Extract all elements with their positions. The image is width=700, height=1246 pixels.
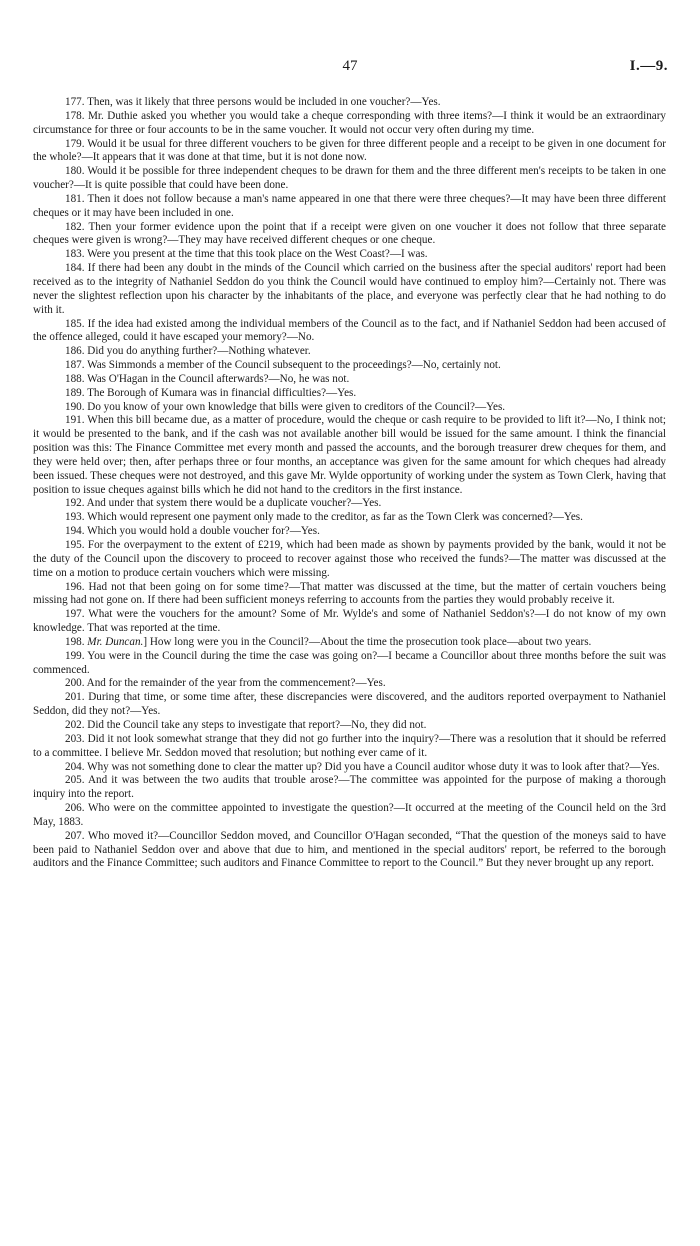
paragraph (33, 761, 666, 775)
question-text: 182. Then your former evidence upon the point that if a receipt were given on one voucher it does not follow that three separate cheques were given is wrong?—They may have received different cheques or one cheque. (33, 220, 666, 247)
paragraph (33, 387, 666, 401)
paragraph (33, 110, 666, 138)
paragraph (33, 221, 666, 249)
paragraph (33, 733, 666, 761)
question-text: 207. Who moved it?—Councillor Seddon moved, and Councillor O'Hagan seconded, “That the question of the moneys said to have been paid to Nathaniel Seddon over and above that due to him, and mentioned in the special auditors' report, be referred to the borough auditors and the Finance Committee; such auditors and Finance Committee to report to the Council.” But they never brought up any report. (33, 829, 666, 870)
question-text: 206. Who were on the committee appointed to investigate the question?—It occurred at the meeting of the Council held on the 3rd May, 1883. (33, 802, 666, 828)
paragraph (33, 262, 666, 317)
page-reference: I.—9. (629, 58, 668, 74)
question-text: 184. If there had been any doubt in the minds of the Council which carried on the business after the special auditors' report had been received as to the integrity of Nathaniel Seddon do you think the Council would have continued to employ him?—Certainly not. There was never the slightest reflection upon his character by the inhabitants of the place, and everyone was perfectly clear that he had nothing to do with it. (33, 262, 666, 316)
question-text: 190. Do you know of your own knowledge that bills were given to creditors of the Council?—Yes. (65, 400, 506, 413)
document-body (33, 96, 666, 871)
question-text: 194. Which you would hold a double voucher for?—Yes. (65, 525, 320, 538)
question-text: 187. Was Simmonds a member of the Council subsequent to the proceedings?—No, certainly not. (65, 359, 501, 372)
question-text: 195. For the overpayment to the extent of £219, which had been made as shown by payments provided by the bank, would it not be the duty of the Council upon the discovery to proceed to recover against those who received the funds?—The matter was discussed at the time on a motion to produce certain vouchers which were missing. (33, 539, 666, 579)
question-text: 180. Would it be possible for three independent cheques to be drawn for them and the three different men's receipts to be taken in one voucher?—It is quite possible that could have been done. (33, 165, 666, 192)
question-text: 186. Did you do anything further?—Nothing whatever. (65, 345, 311, 358)
question-text: 177. Then, was it likely that three persons would be included in one voucher?—Yes. (65, 96, 441, 108)
paragraph (33, 581, 666, 609)
paragraph (33, 525, 666, 539)
paragraph (33, 830, 666, 872)
question-text: 203. Did it not look somewhat strange that they did not go further into the inquiry?—There was a resolution that it should be referred to a committee. I believe Mr. Seddon moved that resolution; but nothing ever came of it. (33, 732, 666, 759)
paragraph (33, 248, 666, 262)
question-text: 183. Were you present at the time that this took place on the West Coast?—I was. (65, 248, 428, 261)
paragraph (33, 719, 666, 733)
question-text: 196. Had not that been going on for some time?—That matter was discussed at the time, but the matter of certain vouchers being missing had not gone on. If there had been sufficient moneys referring to accounts from the parties they would probably receive it. (33, 580, 666, 607)
question-text: How long were you in the Council?—About the time the prosecution took place—about two years. (149, 635, 592, 648)
paragraph (33, 511, 666, 525)
question-text: 197. What were the vouchers for the amount? Some of Mr. Wylde's and some of Nathaniel Seddon's?—I do not know of my own knowledge. That was reported at the time. (33, 608, 666, 635)
paragraph (33, 193, 666, 221)
question-text: 205. And it was between the two audits that trouble arose?—The committee was appointed for the purpose of making a thorough inquiry into the report. (33, 774, 666, 801)
question-text: 192. And under that system there would be a duplicate voucher?—Yes. (65, 497, 382, 510)
paragraph (33, 345, 666, 359)
question-text: 185. If the idea had existed among the individual members of the Council as to the fact, and if Nathaniel Seddon had been accused of the offence alleged, could it have escaped your memory?—No. (33, 317, 666, 344)
paragraph (33, 691, 666, 719)
paragraph: 198. Mr. Duncan.] How long were you in the Council?—About the time the prosecution took place—about two years. (65, 635, 592, 648)
paragraph (33, 373, 666, 387)
question-text: 201. During that time, or some time after, these discrepancies were discovered, and the auditors reported overpayment to Nathaniel Seddon, did they not?—Yes. (33, 691, 666, 718)
paragraph (33, 96, 666, 110)
paragraph (33, 359, 666, 373)
question-text: 202. Did the Council take any steps to investigate that report?—No, they did not. (65, 718, 427, 731)
question-text: 204. Why was not something done to clear the matter up? Did you have a Council auditor whose duty it was to look after that?—Yes. (65, 760, 660, 773)
page-header (0, 58, 700, 78)
question-text: 188. Was O'Hagan in the Council afterwards?—No, he was not. (65, 372, 350, 385)
question-text: 179. Would it be usual for three different vouchers to be given for three different people and a receipt to be given in one document for the whole?—It appears that it was done at that time, but it is not done now. (33, 137, 666, 164)
paragraph (33, 318, 666, 346)
question-text: 200. And for the remainder of the year from the commencement?—Yes. (65, 677, 386, 690)
paragraph (33, 539, 666, 581)
paragraph (33, 497, 666, 511)
paragraph (33, 608, 666, 636)
question-text: 181. Then it does not follow because a man's name appeared in one that there were three cheques?—It may have been three different cheques or it may have been included in one. (33, 192, 666, 219)
paragraph (33, 774, 666, 802)
paragraph (33, 802, 666, 830)
paragraph (33, 677, 666, 691)
question-text: 178. Mr. Duthie asked you whether you would take a cheque corresponding with three items?—I think it would be an extraordinary circumstance for three or four accounts to be in the same voucher. It would not occur very often during my time. (33, 109, 666, 136)
question-number: 198. (65, 635, 85, 648)
paragraph (33, 401, 666, 415)
question-text: 199. You were in the Council during the time the case was going on?—I became a Councillor about three months before the suit was commenced. (33, 649, 666, 676)
paragraph (33, 414, 666, 497)
paragraph (33, 165, 666, 193)
question-text: 189. The Borough of Kumara was in financial difficulties?—Yes. (65, 386, 357, 399)
question-text: 193. Which would represent one payment only made to the creditor, as far as the Town Clerk was concerned?—Yes. (65, 511, 583, 524)
paragraph (33, 650, 666, 678)
paragraph (33, 138, 666, 166)
question-text: 191. When this bill became due, as a matter of procedure, would the cheque or cash require to be provided to lift it?—No, I think not; it would be presented to the bank, and if the cash was not available another bill would be issued for the same amount. I think the financial position was this: The Finance Committee met every month and passed the accounts, and the borough treasurer drew cheques for them, and they were held over; then, after perhaps three or four months, an acceptance was given for the same amount for which cheques had already been issued. These cheques were not destroyed, and this gave Mr. Wylde opportunity of working under the system as Town Clerk, having that position to issue cheques against bills which he did not hand to the creditors in the first instance. (33, 414, 666, 496)
page-number: 47 (342, 58, 358, 74)
speaker-name: Mr. Duncan. (87, 635, 144, 648)
